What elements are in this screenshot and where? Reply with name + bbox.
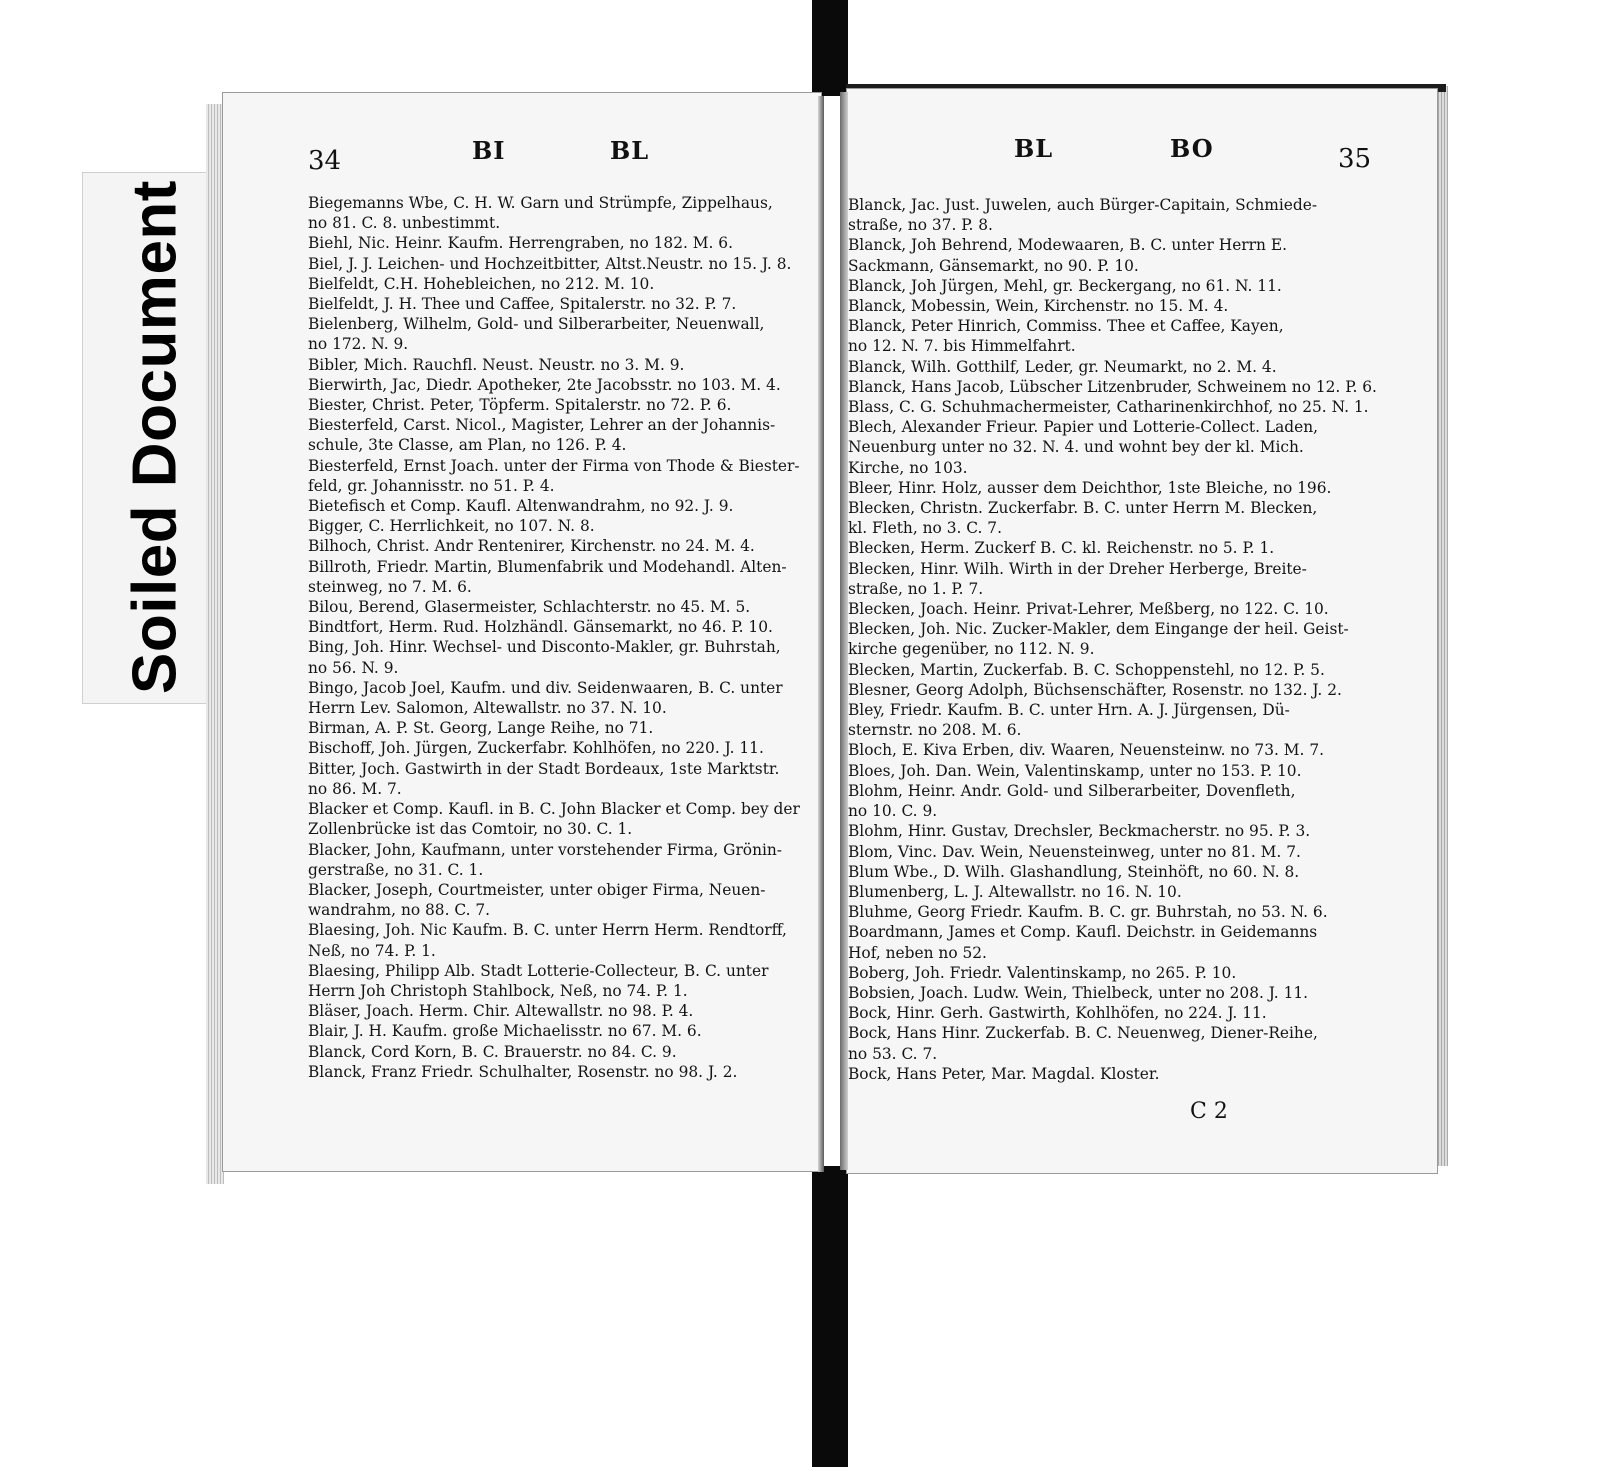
entry-line: Bilhoch, Christ. Andr Rentenirer, Kirchenstr. no 24. M. 4. (308, 537, 755, 556)
entry-line: Blecken, Hinr. Wilh. Wirth in der Dreher Herberge, Breite- (848, 559, 1307, 578)
directory-entry (848, 559, 1368, 599)
entry-line: Blacker et Comp. Kaufl. in B. C. John Blacker et Comp. bey der (308, 800, 800, 819)
entry-continuation-line: no 10. C. 9. (848, 802, 938, 821)
directory-entry (308, 840, 812, 880)
entry-line: Blanck, Hans Jacob, Lübscher Litzenbruder, Schweinem no 12. P. 6. (848, 377, 1377, 396)
directory-entry (848, 538, 1368, 558)
entry-line: Bläser, Joach. Herm. Chir. Altewallstr. no 98. P. 4. (308, 1002, 694, 1021)
directory-entry (848, 983, 1368, 1003)
directory-entry (308, 920, 812, 960)
directory-entries-left (308, 193, 812, 1082)
directory-entry (848, 417, 1368, 478)
directory-entry (848, 761, 1368, 781)
entry-line: Billroth, Friedr. Martin, Blumenfabrik und Modehandl. Alten- (308, 557, 787, 576)
entry-continuation-line: kirche gegenüber, no 112. N. 9. (848, 640, 1095, 659)
entry-line: Blanck, Franz Friedr. Schulhalter, Rosenstr. no 98. J. 2. (308, 1062, 738, 1081)
entry-line: Blanck, Joh Jürgen, Mehl, gr. Beckergang, no 61. N. 11. (848, 276, 1282, 295)
directory-entry (848, 357, 1368, 377)
entry-line: Bibler, Mich. Rauchfl. Neust. Neustr. no 3. M. 9. (308, 355, 685, 374)
entry-line: Biesterfeld, Carst. Nicol., Magister, Lehrer an der Johannis- (308, 416, 776, 435)
entry-line: Bley, Friedr. Kaufm. B. C. unter Hrn. A. J. Jürgensen, Dü- (848, 701, 1290, 720)
entry-line: Blecken, Christn. Zuckerfabr. B. C. unter Herrn M. Blecken, (848, 499, 1318, 518)
entry-line: Birman, A. P. St. Georg, Lange Reihe, no 71. (308, 719, 654, 738)
entry-line: Bleer, Hinr. Holz, ausser dem Deichthor, 1ste Bleiche, no 196. (848, 478, 1332, 497)
entry-continuation-line: Herrn Joh Christoph Stahlbock, Neß, no 74. P. 1. (308, 981, 688, 1000)
directory-entry (848, 1064, 1368, 1084)
directory-entry (308, 496, 812, 516)
right-gutter-shadow (840, 92, 848, 1170)
directory-entry (308, 233, 812, 253)
entry-continuation-line: sternstr. no 208. M. 6. (848, 721, 1022, 740)
entry-continuation-line: Sackmann, Gänsemarkt, no 90. P. 10. (848, 256, 1139, 275)
directory-entry (308, 274, 812, 294)
entry-continuation-line: steinweg, no 7. M. 6. (308, 577, 472, 596)
directory-entry (848, 781, 1368, 821)
directory-entry (848, 316, 1368, 356)
entry-line: Blecken, Joh. Nic. Zucker-Makler, dem Eingange der heil. Geist- (848, 620, 1349, 639)
directory-entry (848, 842, 1368, 862)
entry-line: Bloes, Joh. Dan. Wein, Valentinskamp, unter no 153. P. 10. (848, 761, 1302, 780)
spine-strip-top (812, 0, 848, 96)
entry-line: Blecken, Joach. Heinr. Privat-Lehrer, Meßberg, no 122. C. 10. (848, 600, 1329, 619)
running-head-right-first: BL (1014, 134, 1054, 163)
entry-line: Bingo, Jacob Joel, Kaufm. und div. Seidenwaaren, B. C. unter (308, 678, 783, 697)
directory-entry (308, 637, 812, 677)
page-number-left: 34 (308, 146, 342, 176)
directory-entry (848, 1003, 1368, 1023)
entry-continuation-line: Neuenburg unter no 32. N. 4. und wohnt bey der kl. Mich. (848, 438, 1304, 457)
directory-entry (848, 195, 1368, 235)
directory-entry (308, 294, 812, 314)
entry-line: Blass, C. G. Schuhmachermeister, Catharinenkirchhof, no 25. N. 1. (848, 398, 1369, 417)
entry-line: Biegemanns Wbe, C. H. W. Garn und Strümpfe, Zippelhaus, (308, 194, 773, 212)
entry-line: Blecken, Herm. Zuckerf B. C. kl. Reichenstr. no 5. P. 1. (848, 539, 1275, 558)
entry-continuation-line: no 81. C. 8. unbestimmt. (308, 214, 501, 233)
entry-line: Bloch, E. Kiva Erben, div. Waaren, Neuensteinw. no 73. M. 7. (848, 741, 1325, 760)
entry-line: Bielfeldt, C.H. Hohebleichen, no 212. M. 10. (308, 274, 655, 293)
entry-line: Bock, Hinr. Gerh. Gastwirth, Kohlhöfen, no 224. J. 11. (848, 1004, 1267, 1023)
directory-entry (848, 700, 1368, 740)
entry-line: Bock, Hans Hinr. Zuckerfab. B. C. Neuenweg, Diener-Reihe, (848, 1024, 1318, 1043)
entry-line: Biesterfeld, Ernst Joach. unter der Firma von Thode & Biester- (308, 456, 800, 475)
entry-line: Bischoff, Joh. Jürgen, Zuckerfabr. Kohlhöfen, no 220. J. 11. (308, 739, 764, 758)
entry-line: Blaesing, Philipp Alb. Stadt Lotterie-Collecteur, B. C. unter (308, 961, 769, 980)
directory-entry (848, 478, 1368, 498)
directory-entry (308, 456, 812, 496)
directory-entry (308, 880, 812, 920)
entry-line: Blanck, Joh Behrend, Modewaaren, B. C. unter Herrn E. (848, 236, 1287, 255)
entry-continuation-line: kl. Fleth, no 3. C. 7. (848, 519, 1002, 538)
entry-line: Bierwirth, Jac, Diedr. Apotheker, 2te Jacobsstr. no 103. M. 4. (308, 375, 781, 394)
entry-line: Boberg, Joh. Friedr. Valentinskamp, no 265. P. 10. (848, 963, 1237, 982)
directory-entry (848, 276, 1368, 296)
directory-entry (308, 254, 812, 274)
directory-entry (848, 1023, 1368, 1063)
entry-line: Bindtfort, Herm. Rud. Holzhändl. Gänsemarkt, no 46. P. 10. (308, 618, 773, 637)
entry-line: Blacker, John, Kaufmann, unter vorstehender Firma, Grönin- (308, 840, 783, 859)
entry-line: Boardmann, James et Comp. Kaufl. Deichstr. in Geidemanns (848, 923, 1318, 942)
directory-entry (308, 799, 812, 839)
soiled-document-label: Soiled Document (120, 180, 190, 694)
running-head-left-first: BI (472, 136, 506, 165)
entry-continuation-line: no 53. C. 7. (848, 1044, 938, 1063)
directory-entry (848, 498, 1368, 538)
entry-continuation-line: Herrn Lev. Salomon, Altewallstr. no 37. N. 10. (308, 699, 667, 718)
entry-line: Blesner, Georg Adolph, Büchsenschäfter, Rosenstr. no 132. J. 2. (848, 680, 1342, 699)
directory-entry (308, 314, 812, 354)
directory-entry (308, 355, 812, 375)
entry-continuation-line: Zollenbrücke ist das Comtoir, no 30. C. 1. (308, 820, 633, 839)
entry-line: Bobsien, Joach. Ludw. Wein, Thielbeck, unter no 208. J. 11. (848, 983, 1309, 1002)
directory-entry (308, 557, 812, 597)
running-head-left-last: BL (610, 136, 650, 165)
directory-entry (848, 902, 1368, 922)
directory-entry (308, 678, 812, 718)
directory-entry (848, 296, 1368, 316)
directory-entry (308, 597, 812, 617)
directory-entry (308, 193, 812, 233)
directory-entry (848, 922, 1368, 962)
entry-line: Blum Wbe., D. Wilh. Glashandlung, Steinhöft, no 60. N. 8. (848, 862, 1300, 881)
entry-line: Bluhme, Georg Friedr. Kaufm. B. C. gr. Buhrstah, no 53. N. 6. (848, 903, 1328, 922)
entry-line: Bietefisch et Comp. Kaufl. Altenwandrahm, no 92. J. 9. (308, 497, 734, 516)
entry-line: Bock, Hans Peter, Mar. Magdal. Kloster. (848, 1064, 1160, 1083)
directory-entries-right (848, 195, 1377, 1084)
directory-entry (308, 718, 812, 738)
directory-entry (308, 375, 812, 395)
directory-entry (308, 738, 812, 758)
entry-line: Biel, J. J. Leichen- und Hochzeitbitter, Altst.Neustr. no 15. J. 8. (308, 254, 792, 273)
entry-line: Bitter, Joch. Gastwirth in der Stadt Bordeaux, 1ste Marktstr. (308, 759, 780, 778)
entry-continuation-line: straße, no 1. P. 7. (848, 579, 984, 598)
entry-line: Blumenberg, L. J. Altewallstr. no 16. N. 10. (848, 882, 1182, 901)
directory-entry (848, 397, 1368, 417)
entry-continuation-line: schule, 3te Classe, am Plan, no 126. P. 4. (308, 436, 627, 455)
entry-line: Blech, Alexander Frieur. Papier und Lotterie-Collect. Laden, (848, 418, 1319, 437)
left-gutter-shadow (818, 96, 824, 1172)
entry-line: Blanck, Mobessin, Wein, Kirchenstr. no 15. M. 4. (848, 297, 1229, 316)
entry-line: Bing, Joh. Hinr. Wechsel- und Disconto-Makler, gr. Buhrstah, (308, 638, 781, 657)
entry-line: Blanck, Cord Korn, B. C. Brauerstr. no 84. C. 9. (308, 1042, 677, 1061)
directory-entry (848, 680, 1368, 700)
entry-continuation-line: no 172. N. 9. (308, 335, 409, 354)
directory-entry (848, 740, 1368, 760)
directory-entry (848, 862, 1368, 882)
entry-line: Blanck, Wilh. Gotthilf, Leder, gr. Neumarkt, no 2. M. 4. (848, 357, 1277, 376)
directory-entry (308, 516, 812, 536)
entry-line: Blanck, Peter Hinrich, Commiss. Thee et Caffee, Kayen, (848, 317, 1284, 336)
directory-entry (308, 1062, 812, 1082)
directory-entry (308, 395, 812, 415)
entry-continuation-line: gerstraße, no 31. C. 1. (308, 860, 484, 879)
directory-entry (848, 377, 1377, 397)
entry-line: Blanck, Jac. Just. Juwelen, auch Bürger-Capitain, Schmiede- (848, 196, 1318, 214)
directory-entry (308, 617, 812, 637)
entry-continuation-line: straße, no 37. P. 8. (848, 216, 993, 235)
directory-entry (848, 821, 1368, 841)
entry-continuation-line: wandrahm, no 88. C. 7. (308, 901, 491, 920)
entry-line: Bielenberg, Wilhelm, Gold- und Silberarbeiter, Neuenwall, (308, 315, 765, 334)
signature-mark: C 2 (1190, 1099, 1228, 1124)
directory-entry (308, 1021, 812, 1041)
directory-entry (848, 660, 1368, 680)
directory-entry (308, 1001, 812, 1021)
entry-continuation-line: Hof, neben no 52. (848, 943, 987, 962)
entry-continuation-line: feld, gr. Johannisstr. no 51. P. 4. (308, 476, 555, 495)
entry-continuation-line: Kirche, no 103. (848, 458, 968, 477)
entry-line: Blohm, Heinr. Andr. Gold- und Silberarbeiter, Dovenfleth, (848, 781, 1296, 800)
directory-entry (308, 759, 812, 799)
entry-line: Bilou, Berend, Glasermeister, Schlachterstr. no 45. M. 5. (308, 598, 751, 617)
directory-entry (848, 235, 1368, 275)
entry-line: Biehl, Nic. Heinr. Kaufm. Herrengraben, no 182. M. 6. (308, 234, 733, 253)
entry-line: Blair, J. H. Kaufm. große Michaelisstr. no 67. M. 6. (308, 1022, 702, 1041)
entry-line: Blom, Vinc. Dav. Wein, Neuensteinweg, unter no 81. M. 7. (848, 842, 1301, 861)
directory-entry (848, 619, 1368, 659)
running-head-right-last: BO (1170, 134, 1214, 163)
entry-continuation-line: no 56. N. 9. (308, 658, 399, 677)
directory-entry (308, 415, 812, 455)
entry-line: Biester, Christ. Peter, Töpferm. Spitalerstr. no 72. P. 6. (308, 396, 732, 415)
entry-continuation-line: no 86. M. 7. (308, 779, 402, 798)
directory-entry (848, 882, 1368, 902)
directory-entry (848, 963, 1368, 983)
spine-strip-bottom (812, 1166, 848, 1467)
entry-line: Blohm, Hinr. Gustav, Drechsler, Beckmacherstr. no 95. P. 3. (848, 822, 1311, 841)
entry-line: Bielfeldt, J. H. Thee und Caffee, Spitalerstr. no 32. P. 7. (308, 295, 737, 314)
directory-entry (308, 536, 812, 556)
directory-entry (308, 961, 812, 1001)
directory-entry (308, 1042, 812, 1062)
entry-line: Blaesing, Joh. Nic Kaufm. B. C. unter Herrn Herm. Rendtorff, (308, 921, 787, 940)
entry-continuation-line: Neß, no 74. P. 1. (308, 941, 436, 960)
directory-entry (848, 599, 1368, 619)
entry-line: Blacker, Joseph, Courtmeister, unter obiger Firma, Neuen- (308, 880, 766, 899)
entry-line: Bigger, C. Herrlichkeit, no 107. N. 8. (308, 517, 595, 536)
entry-line: Blecken, Martin, Zuckerfab. B. C. Schoppenstehl, no 12. P. 5. (848, 660, 1325, 679)
page-number-right: 35 (1338, 144, 1372, 174)
entry-continuation-line: no 12. N. 7. bis Himmelfahrt. (848, 337, 1076, 356)
